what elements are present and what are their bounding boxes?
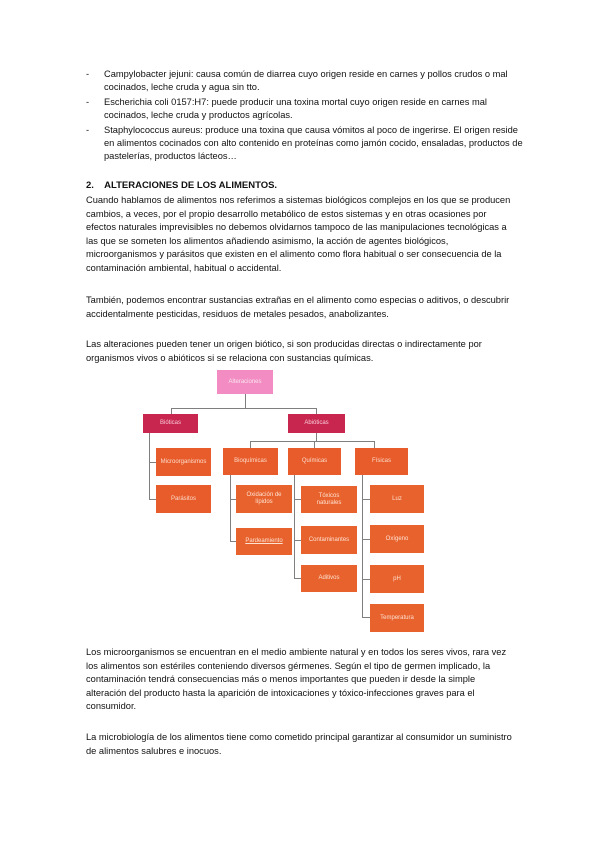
paragraph: La microbiología de los alimentos tiene como cometido principal garantizar al consumidor un suministro de alimentos salubres e inocuos. <box>86 732 512 756</box>
connector <box>362 579 370 580</box>
node-parasitos: Parásitos <box>156 485 211 513</box>
paragraph: Cuando hablamos de alimentos nos referimos a sistemas biológicos complejos en los que se producen cambios, a veces, por el propio desarrollo metabólico de estos sistemas y en otras ocasiones por efectos naturales imprevisibles no debemos olvidarnos tampoco de las manipulaciones tecnológicas a las que se someten los alimentos añadiendo asimismo, la acción de agentes biológicos, microorganismos y parásitos que existen en el alimento como flora habitual o ser consecuencia de la contaminación ambiental, habitual o accidental. <box>86 195 511 273</box>
connector <box>149 499 156 500</box>
bullet-dash: - <box>86 97 90 107</box>
connector <box>149 433 150 500</box>
connector <box>230 475 231 542</box>
list-item <box>84 96 524 122</box>
node-temperatura: Temperatura <box>370 604 424 632</box>
bullet-text: Staphylococcus aureus: produce una toxina que causa vómitos al poco de ingerirse. El origen reside en alimentos cocinados con alto contenido en proteínas como jamón cocido, ensaladas, productos de pastelerías, productos lácteos… <box>104 125 523 161</box>
paragraph: Las alteraciones pueden tener un origen biótico, si son producidas directas o indirectamente por organismos vivos o abióticos si se relaciona con sustancias químicas. <box>86 339 482 363</box>
node-oxidacion-lipidos: Oxidación de lípidos <box>236 485 292 513</box>
node-bioticas: Bióticas <box>143 414 198 433</box>
node-microorganismos: Microorganismos <box>156 448 211 476</box>
connector <box>149 462 156 463</box>
paragraph: Los microorganismos se encuentran en el medio ambiente natural y en todos los seres vivos, rara vez los alimentos son estériles conteniendo diversos gérmenes. Según el tipo de germen implicado, la contaminación tendrá consecuencias más o menos importantes que pueden ir desde la simple alteración del producto hasta la aparición de intoxicaciones y tóxico-infecciones graves para el consumidor. <box>86 647 507 711</box>
connector <box>230 499 236 500</box>
node-contaminantes: Contaminantes <box>301 526 357 554</box>
node-bioquimicas: Bioquímicas <box>223 448 278 475</box>
list-item <box>84 124 524 163</box>
connector <box>316 433 317 441</box>
node-quimicas: Químicas <box>288 448 341 475</box>
connector <box>171 408 172 414</box>
paragraph: También, podemos encontrar sustancias extrañas en el alimento como especias o aditivos, o descubrir accidentalmente pesticidas, residuos de metales pesados, anabolizantes. <box>86 295 510 319</box>
connector <box>250 441 375 442</box>
node-fisicas: Físicas <box>355 448 408 475</box>
connector <box>250 441 251 448</box>
connector <box>314 441 315 448</box>
connector <box>316 408 317 414</box>
list-item <box>84 68 524 94</box>
node-abioticas: Abióticas <box>288 414 345 433</box>
connector <box>362 499 370 500</box>
node-alteraciones: Alteraciones <box>217 370 273 394</box>
bullet-dash: - <box>86 125 90 135</box>
connector <box>294 540 301 541</box>
connector <box>171 408 317 409</box>
connector <box>230 541 236 542</box>
connector <box>294 499 301 500</box>
connector <box>362 539 370 540</box>
node-ph: pH <box>370 565 424 593</box>
section-heading: 2. ALTERACIONES DE LOS ALIMENTOS. <box>86 180 278 191</box>
bullet-text: Campylobacter jejuni: causa común de diarrea cuyo origen reside en carnes y pollos crudos o mal cocinados, leche cruda y agua sin tto. <box>104 69 508 92</box>
node-luz: Luz <box>370 485 424 513</box>
node-toxicos-naturales: Tóxicos naturales <box>301 486 357 513</box>
connector <box>294 475 295 579</box>
connector <box>245 394 246 408</box>
node-aditivos: Aditivos <box>301 565 357 592</box>
connector <box>374 441 375 448</box>
bullet-dash: - <box>86 69 90 79</box>
connector <box>362 475 363 618</box>
bullet-list <box>84 68 524 165</box>
node-pardeamiento: Pardeamiento <box>236 528 292 555</box>
connector <box>294 578 301 579</box>
bullet-text: Escherichia coli 0157:H7: puede producir una toxina mortal cuyo origen reside en carnes mal cocinados, leche cruda y productos agrícolas. <box>104 97 487 120</box>
node-oxigeno: Oxígeno <box>370 525 424 553</box>
connector <box>362 617 370 618</box>
